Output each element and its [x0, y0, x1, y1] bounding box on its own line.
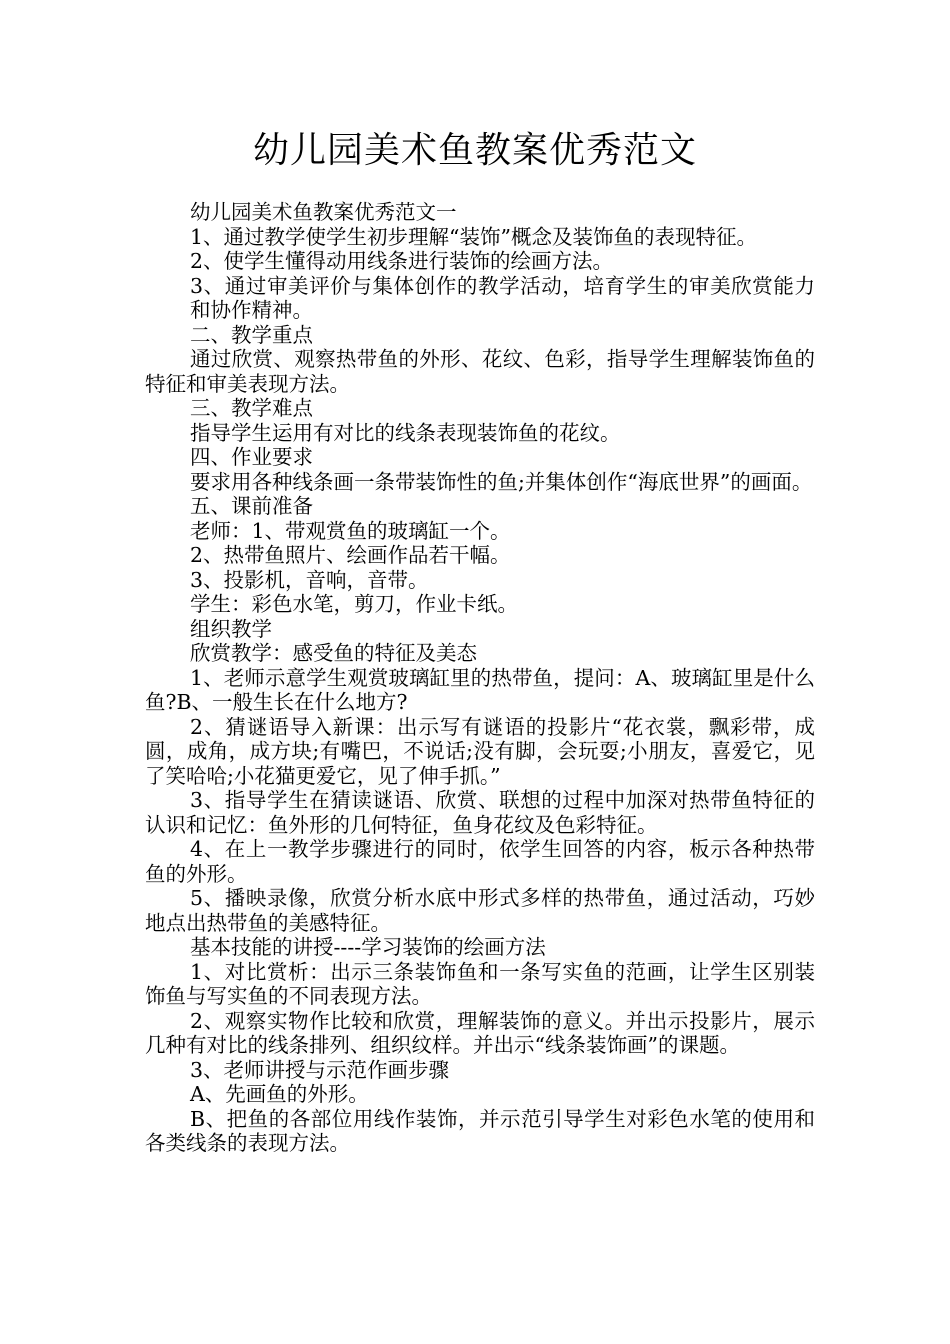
document-paragraph: A、先画鱼的外形。	[190, 1082, 369, 1106]
document-paragraph: 四、作业要求	[190, 445, 313, 469]
document-title: 幼儿园美术鱼教案优秀范文	[252, 130, 697, 171]
document-paragraph: 欣赏教学：感受鱼的特征及美态	[190, 641, 477, 665]
document-paragraph: 学生：彩色水笔，剪刀，作业卡纸。	[190, 592, 518, 616]
document-paragraph: 五、课前准备	[190, 494, 313, 518]
document-paragraph: 3、通过审美评价与集体创作的教学活动，培育学生的审美欣赏能力和协作精神。	[190, 273, 815, 322]
document-paragraph: 3、老师讲授与示范作画步骤	[190, 1057, 450, 1082]
document-paragraph: 基本技能的讲授----学习装饰的绘画方法	[190, 935, 546, 959]
document-paragraph: 老师：1、带观赏鱼的玻璃缸一个。	[190, 518, 511, 543]
document-paragraph: 3、指导学生在猜读谜语、欣赏、联想的过程中加深对热带鱼特征的认识和记忆：鱼外形的几何特征，鱼身花纹及色彩特征。	[145, 788, 815, 837]
document-paragraph: 指导学生运用有对比的线条表现装饰鱼的花纹。	[190, 420, 621, 445]
document-paragraph: 通过欣赏、观察热带鱼的外形、花纹、色彩，指导学生理解装饰鱼的特征和审美表现方法。	[145, 347, 815, 396]
document-paragraph: 1、通过教学使学生初步理解“装饰”概念及装饰鱼的表现特征。	[190, 224, 758, 249]
document-paragraph: 三、教学难点	[190, 396, 313, 420]
document-paragraph: 1、老师示意学生观赏玻璃缸里的热带鱼，提问：A、玻璃缸里是什么鱼?B、一般生长在什么地方?	[145, 665, 815, 714]
document-paragraph: B、把鱼的各部位用线作装饰，并示范引导学生对彩色水笔的使用和各类线条的表现方法。	[145, 1106, 815, 1155]
document-body	[145, 200, 815, 1156]
document-paragraph: 2、使学生懂得动用线条进行装饰的绘画方法。	[190, 249, 614, 273]
document-paragraph: 1、对比赏析：出示三条装饰鱼和一条写实鱼的范画，让学生区别装饰鱼与写实鱼的不同表现方法。	[145, 959, 815, 1008]
document-paragraph: 要求用各种线条画一条带装饰性的鱼;并集体创作“海底世界”的画面。	[190, 469, 813, 494]
document-paragraph: 2、热带鱼照片、绘画作品若干幅。	[190, 543, 511, 567]
document-paragraph: 2、猜谜语导入新课：出示写有谜语的投影片“花衣裳，飘彩带，成圆，成角，成方块;有嘴巴，不说话;没有脚，会玩耍;小朋友，喜爱它，见了笑哈哈;小花猫更爱它，见了伸手抓。”	[145, 714, 815, 788]
document-paragraph: 二、教学重点	[190, 322, 313, 347]
document-paragraph: 4、在上一教学步骤进行的同时，依学生回答的内容，板示各种热带鱼的外形。	[145, 837, 815, 886]
document-paragraph: 5、播映录像，欣赏分析水底中形式多样的热带鱼，通过活动，巧妙地点出热带鱼的美感特征。	[145, 886, 815, 935]
document-paragraph: 2、观察实物作比较和欣赏，理解装饰的意义。并出示投影片，展示几种有对比的线条排列、组织纹样。并出示“线条装饰画”的课题。	[145, 1008, 815, 1057]
document-paragraph: 组织教学	[190, 616, 272, 641]
document-paragraph: 幼儿园美术鱼教案优秀范文一	[190, 200, 457, 224]
document-paragraph: 3、投影机，音响，音带。	[190, 567, 429, 592]
